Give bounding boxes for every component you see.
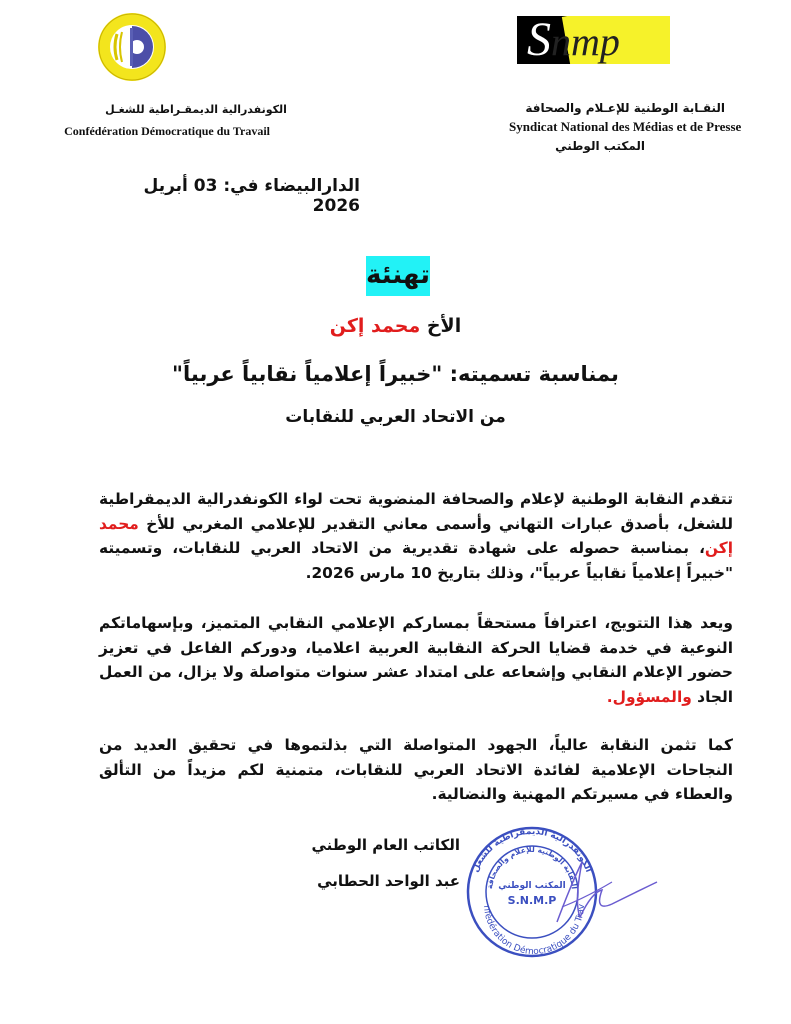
p2-text: ويعد هذا التتويج، اعترافاً مستحقاً بمساركم الإعلامي النقابي المتميز، وبإسهاماتكم النوعية في خدمة قضايا الحركة النقابية العربية اعلاميا، ودوركم الفاعل في تعزيز حضور الإعلام النقابي وإشعاعه على امتداد عشر سنوات متواصلة ولا يزال، من العمل الجاد — [99, 614, 733, 706]
p1-recipient-name: محمد إكن — [99, 514, 733, 557]
from-line: من الاتحاد العربي للنقابات — [285, 407, 506, 427]
signatory-name: عبد الواحد الحطابي — [317, 872, 460, 890]
p2-highlight: والمسؤول. — [606, 687, 692, 706]
snmp-logo-text — [527, 16, 620, 64]
p1-text-b: ، بمناسبة حصوله على شهادة تقديرية من الاتحاد العربي للنقابات، وتسميته "خبيراً إعلامياً نقابياً عربياً"، وذلك بتاريخ 10 مارس 2026. — [99, 539, 733, 582]
stamp-outer-text-ar: الكونفدرالية الديمقراطية للشغل — [470, 826, 594, 874]
body-paragraph-3: كما تثمن النقابة عالياً، الجهود المتواصلة التي بذلتموها في تحقيق العديد من النجاحات الإعلامية لفائدة الاتحاد العربي للنقابات، متمنية لكم مزيداً من التألق والعطاء في مسيرتكم المهنية والنضالية. — [99, 736, 733, 803]
cdt-name-arabic: الكونفدرالية الديمقـراطية للشغـل — [105, 103, 287, 116]
body-paragraph-1 — [99, 487, 733, 585]
recipient-line — [0, 315, 791, 337]
document-title: تهنئة — [366, 256, 430, 296]
snmp-name-french: Syndicat National des Médias et de Presse — [509, 119, 742, 134]
stamp-inner-text-ar: النقابة الوطنية للإعلام والصحافة — [485, 844, 579, 890]
snmp-logo-rest: nmp — [551, 19, 620, 64]
signature-scribble-icon — [557, 862, 657, 922]
stamp-center-text-ar: المكتب الوطني — [498, 881, 566, 891]
snmp-office-arabic: المكتب الوطني — [555, 139, 645, 153]
date-line: الدارالبيضاء في: 03 أبريل 2026 — [143, 176, 360, 216]
snmp-name-arabic: النقـابة الوطنية للإعـلام والصحافة — [525, 101, 725, 115]
signatory-title: الكاتب العام الوطني — [311, 836, 460, 854]
occasion-line: بمناسبة تسميته: "خبيراً إعلامياً نقابياً عربياً" — [172, 362, 619, 386]
stamp-center-code: S.N.M.P — [507, 894, 557, 907]
snmp-logo-s: S — [527, 16, 551, 64]
recipient-prefix: الأخ — [420, 315, 462, 337]
recipient-name: محمد إكن — [329, 315, 421, 337]
cdt-name-french: Confédération Démocratique du Travail — [64, 124, 270, 138]
cdt-emblem-icon — [97, 12, 167, 82]
p1-text-a: تتقدم النقابة الوطنية لإعلام والصحافة المنضوية تحت لواء الكونفدرالية الديمقراطية للشغل، بأصدق عبارات التهاني وأسمى معاني التقدير للإعلامي المغربي للأخ — [99, 490, 733, 533]
official-stamp — [462, 822, 662, 962]
body-paragraph-2 — [99, 611, 733, 709]
snmp-logo-icon — [517, 16, 670, 64]
stamp-outer-text-fr: nfédération Démocratique du Trav — [480, 903, 588, 958]
